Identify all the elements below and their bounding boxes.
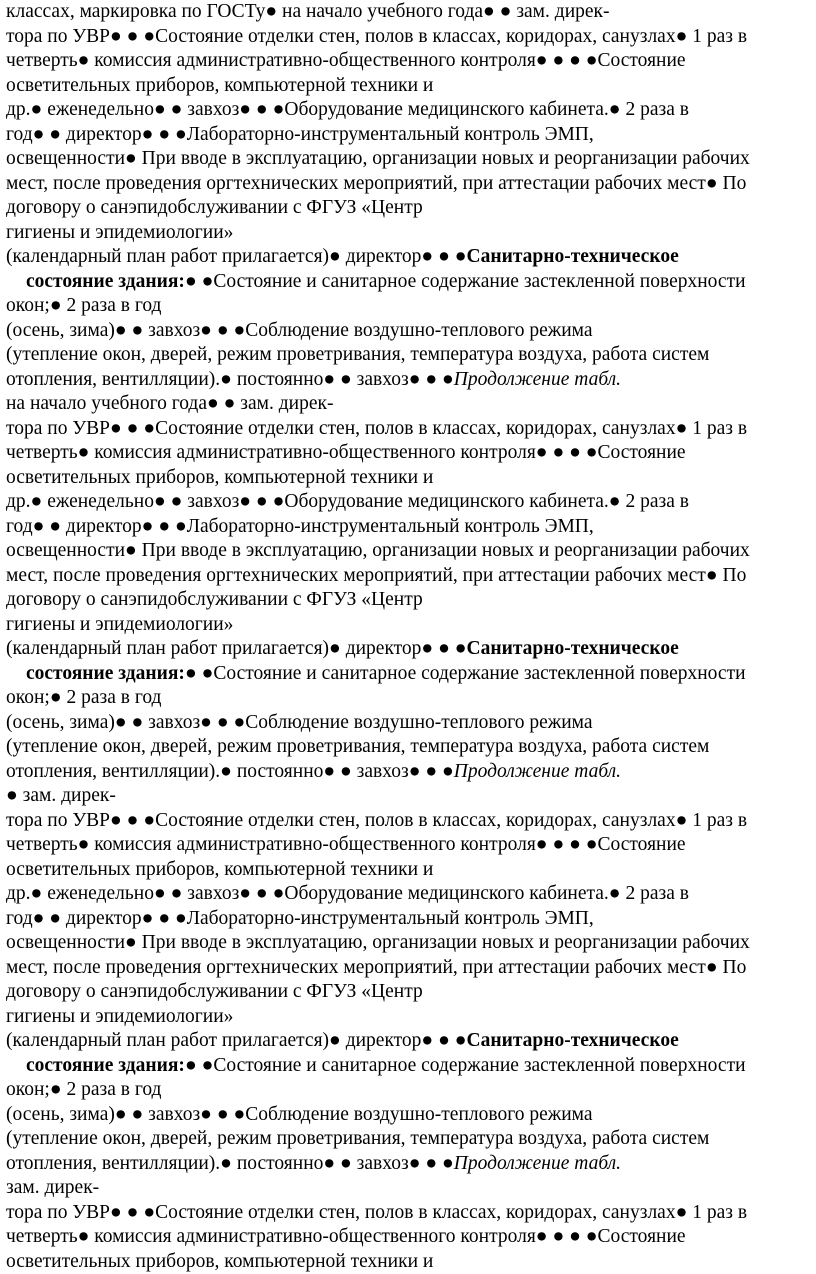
line-text: отопления, вентилляции).● постоянно● ● завхоз● ● ● <box>6 761 454 782</box>
text-line <box>6 270 816 295</box>
line-text: освещенности● При вводе в эксплуатацию, организации новых и реорганизации рабочих <box>6 932 750 953</box>
line-text: четверть● комиссия административно-общественного контроля● ● ● ●Состояние <box>6 1226 686 1247</box>
text-line <box>6 539 816 564</box>
line-text: окон;● 2 раза в год <box>6 295 161 316</box>
line-text: осветительных приборов, компьютерной техники и <box>6 859 433 880</box>
text-line <box>6 735 816 760</box>
text-line <box>6 466 816 491</box>
line-text: (утепление окон, дверей, режим проветривания, температура воздуха, работа систем <box>6 344 709 365</box>
line-text: договору о санэпидобслуживании с ФГУЗ «Центр <box>6 589 423 610</box>
text-line <box>6 637 816 662</box>
line-text: четверть● комиссия административно-общественного контроля● ● ● ●Состояние <box>6 442 686 463</box>
text-line <box>6 1103 816 1128</box>
text-line <box>6 417 816 442</box>
line-text: (утепление окон, дверей, режим проветривания, температура воздуха, работа систем <box>6 736 709 757</box>
line-text: (осень, зима)● ● завхоз● ● ●Соблюдение воздушно-теплового режима <box>6 712 593 733</box>
text-line <box>6 784 816 809</box>
text-line <box>6 686 816 711</box>
text-line <box>6 662 816 687</box>
line-text: (утепление окон, дверей, режим проветривания, температура воздуха, работа систем <box>6 1128 709 1149</box>
bold-heading: Санитарно-техническое <box>467 246 679 267</box>
line-text: окон;● 2 раза в год <box>6 687 161 708</box>
text-line <box>6 49 816 74</box>
text-line <box>6 1201 816 1226</box>
text-line <box>6 74 816 99</box>
text-line <box>6 760 816 785</box>
text-line <box>6 98 816 123</box>
line-text: ● зам. дирек- <box>6 785 116 806</box>
text-line <box>6 0 816 25</box>
text-line <box>6 1176 816 1201</box>
text-line <box>6 172 816 197</box>
text-line <box>6 1054 816 1079</box>
text-line <box>6 392 816 417</box>
line-text: тора по УВР● ● ●Состояние отделки стен, полов в классах, коридорах, санузлах● 1 раз в <box>6 1202 747 1223</box>
text-line <box>6 833 816 858</box>
line-text: год● ● директор● ● ●Лабораторно-инструментальный контроль ЭМП, <box>6 516 594 537</box>
line-text: осветительных приборов, компьютерной техники и <box>6 1251 433 1272</box>
bold-heading: состояние здания: <box>26 271 185 292</box>
text-line <box>6 245 816 270</box>
line-text: ● ●Состояние и санитарное содержание застекленной поверхности <box>185 1055 746 1076</box>
line-text: (осень, зима)● ● завхоз● ● ●Соблюдение воздушно-теплового режима <box>6 1104 593 1125</box>
text-line <box>6 441 816 466</box>
line-text: мест, после проведения оргтехнических мероприятий, при аттестации рабочих мест● По <box>6 957 746 978</box>
line-text: договору о санэпидобслуживании с ФГУЗ «Центр <box>6 981 423 1002</box>
line-text: освещенности● При вводе в эксплуатацию, организации новых и реорганизации рабочих <box>6 148 750 169</box>
line-text: классах, маркировка по ГОСТу● на начало учебного года● ● зам. дирек- <box>6 1 610 22</box>
text-line <box>6 907 816 932</box>
text-line <box>6 1152 816 1177</box>
line-text: год● ● директор● ● ●Лабораторно-инструментальный контроль ЭМП, <box>6 124 594 145</box>
text-line <box>6 1225 816 1250</box>
bold-heading: Санитарно-техническое <box>467 638 679 659</box>
text-line <box>6 343 816 368</box>
text-line <box>6 1250 816 1274</box>
line-text: др.● еженедельно● ● завхоз● ● ●Оборудование медицинского кабинета.● 2 раза в <box>6 491 689 512</box>
text-line <box>6 711 816 736</box>
text-line <box>6 1029 816 1054</box>
line-text: мест, после проведения оргтехнических мероприятий, при аттестации рабочих мест● По <box>6 173 746 194</box>
text-line <box>6 613 816 638</box>
bold-heading: состояние здания: <box>26 1055 185 1076</box>
line-text: зам. дирек- <box>6 1177 99 1198</box>
line-text: тора по УВР● ● ●Состояние отделки стен, полов в классах, коридорах, санузлах● 1 раз в <box>6 810 747 831</box>
line-text: год● ● директор● ● ●Лабораторно-инструментальный контроль ЭМП, <box>6 908 594 929</box>
text-line <box>6 931 816 956</box>
line-text: гигиены и эпидемиологии» <box>6 222 233 243</box>
line-text: осветительных приборов, компьютерной техники и <box>6 467 433 488</box>
line-text: отопления, вентилляции).● постоянно● ● завхоз● ● ● <box>6 1153 454 1174</box>
bold-heading: Санитарно-техническое <box>467 1030 679 1051</box>
text-line <box>6 196 816 221</box>
line-text: (осень, зима)● ● завхоз● ● ●Соблюдение воздушно-теплового режима <box>6 320 593 341</box>
text-line <box>6 368 816 393</box>
line-text: (календарный план работ прилагается)● директор● ● ● <box>6 638 467 659</box>
line-text: ● ●Состояние и санитарное содержание застекленной поверхности <box>185 271 746 292</box>
bold-heading: состояние здания: <box>26 663 185 684</box>
text-line <box>6 294 816 319</box>
text-line <box>6 882 816 907</box>
line-text: договору о санэпидобслуживании с ФГУЗ «Центр <box>6 197 423 218</box>
text-line <box>6 25 816 50</box>
line-text: отопления, вентилляции).● постоянно● ● завхоз● ● ● <box>6 369 454 390</box>
line-text: др.● еженедельно● ● завхоз● ● ●Оборудование медицинского кабинета.● 2 раза в <box>6 883 689 904</box>
line-text: тора по УВР● ● ●Состояние отделки стен, полов в классах, коридорах, санузлах● 1 раз в <box>6 26 747 47</box>
text-line <box>6 980 816 1005</box>
line-text: ● ●Состояние и санитарное содержание застекленной поверхности <box>185 663 746 684</box>
text-line <box>6 490 816 515</box>
table-continuation-note: Продолжение табл. <box>454 1153 621 1174</box>
text-line <box>6 147 816 172</box>
line-text: мест, после проведения оргтехнических мероприятий, при аттестации рабочих мест● По <box>6 565 746 586</box>
table-continuation-note: Продолжение табл. <box>454 761 621 782</box>
line-text: осветительных приборов, компьютерной техники и <box>6 75 433 96</box>
line-text: др.● еженедельно● ● завхоз● ● ●Оборудование медицинского кабинета.● 2 раза в <box>6 99 689 120</box>
text-line <box>6 515 816 540</box>
text-line <box>6 588 816 613</box>
line-text: тора по УВР● ● ●Состояние отделки стен, полов в классах, коридорах, санузлах● 1 раз в <box>6 418 747 439</box>
text-line <box>6 1078 816 1103</box>
line-text: четверть● комиссия административно-общественного контроля● ● ● ●Состояние <box>6 50 686 71</box>
line-text: гигиены и эпидемиологии» <box>6 1006 233 1027</box>
line-text: окон;● 2 раза в год <box>6 1079 161 1100</box>
text-line <box>6 809 816 834</box>
line-text: (календарный план работ прилагается)● директор● ● ● <box>6 246 467 267</box>
line-text: (календарный план работ прилагается)● директор● ● ● <box>6 1030 467 1051</box>
text-line <box>6 564 816 589</box>
text-line <box>6 956 816 981</box>
text-line <box>6 221 816 246</box>
line-text: на начало учебного года● ● зам. дирек- <box>6 393 333 414</box>
line-text: гигиены и эпидемиологии» <box>6 614 233 635</box>
line-text: освещенности● При вводе в эксплуатацию, организации новых и реорганизации рабочих <box>6 540 750 561</box>
table-continuation-note: Продолжение табл. <box>454 369 621 390</box>
text-line <box>6 1127 816 1152</box>
line-text: четверть● комиссия административно-общественного контроля● ● ● ●Состояние <box>6 834 686 855</box>
text-line <box>6 319 816 344</box>
text-line <box>6 123 816 148</box>
text-line <box>6 858 816 883</box>
text-line <box>6 1005 816 1030</box>
